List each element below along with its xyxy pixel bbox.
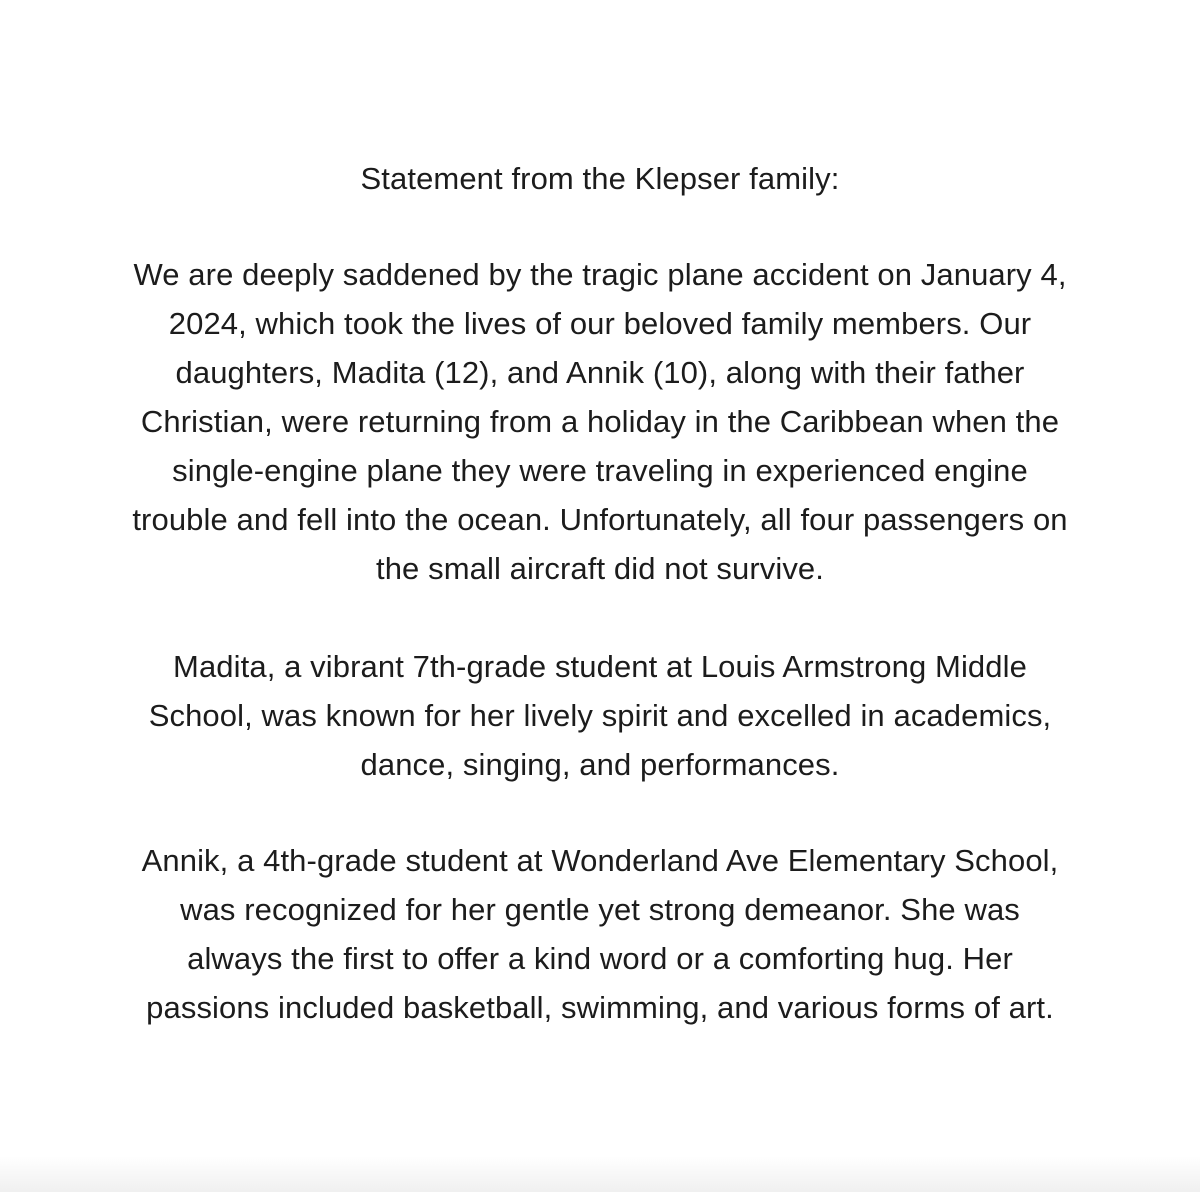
paragraph-annik — [50, 836, 1150, 1032]
paragraph-line: daughters, Madita (12), and Annik (10), along with their father — [175, 355, 1025, 390]
paragraph-line: was recognized for her gentle yet strong demeanor. She was — [180, 892, 1020, 927]
paragraph-accident — [50, 250, 1150, 593]
paragraph-line: Christian, were returning from a holiday in the Caribbean when the — [140, 404, 1060, 439]
paragraph-line: We are deeply saddened by the tragic plane accident on January 4, — [133, 257, 1067, 292]
statement-heading — [50, 154, 1150, 203]
paragraph-line: dance, singing, and performances. — [360, 747, 840, 782]
paragraph-madita — [50, 642, 1150, 789]
heading-text: Statement from the Klepser family: — [360, 161, 840, 196]
paragraph-line: Annik, a 4th-grade student at Wonderland Ave Elementary School, — [141, 843, 1059, 878]
paragraph-line: passions included basketball, swimming, and various forms of art. — [146, 990, 1054, 1025]
paragraph-line: Madita, a vibrant 7th-grade student at Louis Armstrong Middle — [173, 649, 1027, 684]
paragraph-line: trouble and fell into the ocean. Unfortunately, all four passengers on — [132, 502, 1068, 537]
bottom-shadow — [0, 1156, 1200, 1192]
paragraph-line: always the first to offer a kind word or a comforting hug. Her — [187, 941, 1013, 976]
paragraph-line: School, was known for her lively spirit and excelled in academics, — [148, 698, 1052, 733]
paragraph-line: the small aircraft did not survive. — [375, 551, 824, 586]
paragraph-line: single-engine plane they were traveling in experienced engine — [172, 453, 1028, 488]
paragraph-line: 2024, which took the lives of our beloved family members. Our — [168, 306, 1032, 341]
